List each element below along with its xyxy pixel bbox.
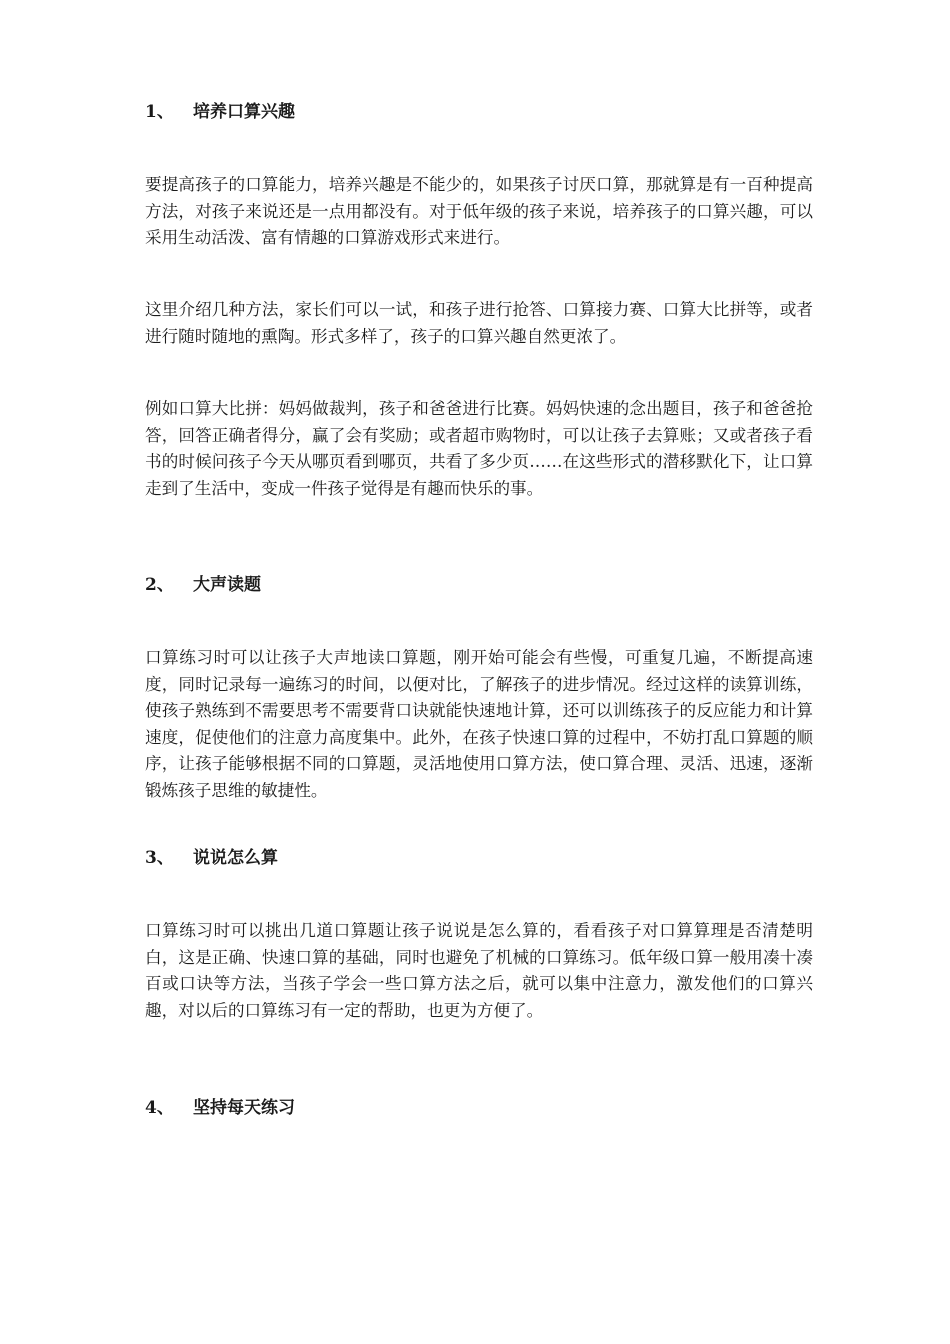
paragraph: 要提高孩子的口算能力，培养兴趣是不能少的，如果孩子讨厌口算，那就算是有一百种提高方法，对孩子来说还是一点用都没有。对于低年级的孩子来说，培养孩子的口算兴趣，可以采用生动活泼、富有情趣的口算游戏形式来进行。 [145,175,813,247]
section-heading-4 [145,1096,295,1120]
section-number: 2、 [145,575,174,595]
paragraph: 口算练习时可以让孩子大声地读口算题，刚开始可能会有些慢，可重复几遍，不断提高速度，同时记录每一遍练习的时间，以便对比，了解孩子的进步情况。经过这样的读算训练，使孩子熟练到不需要思考不需要背口诀就能快速地计算，还可以训练孩子的反应能力和计算速度，促使他们的注意力高度集中。此外，在孩子快速口算的过程中，不妨打乱口算题的顺序，让孩子能够根据不同的口算题，灵活地使用口算方法，使口算合理、灵活、迅速，逐渐锻炼孩子思维的敏捷性。 [145,648,813,800]
paragraph: 口算练习时可以挑出几道口算题让孩子说说是怎么算的，看看孩子对口算算理是否清楚明白，这是正确、快速口算的基础，同时也避免了机械的口算练习。低年级口算一般用凑十凑百或口诀等方法，当孩子学会一些口算方法之后，就可以集中注意力，激发他们的口算兴趣，对以后的口算练习有一定的帮助，也更为方便了。 [145,921,813,1020]
section-title: 说说怎么算 [193,848,278,868]
section-title: 培养口算兴趣 [193,102,295,122]
section-title: 坚持每天练习 [193,1098,295,1118]
section-heading-2 [145,573,261,597]
section-heading-3 [145,846,278,870]
section-title: 大声读题 [193,575,261,595]
paragraph: 例如口算大比拼：妈妈做裁判，孩子和爸爸进行比赛。妈妈快速的念出题目，孩子和爸爸抢答，回答正确者得分，赢了会有奖励；或者超市购物时，可以让孩子去算账；又或者孩子看书的时候问孩子今天从哪页看到哪页，共看了多少页……在这些形式的潜移默化下，让口算走到了生活中，变成一件孩子觉得是有趣而快乐的事。 [145,399,813,498]
section-heading-1 [145,100,295,124]
section-number: 4、 [145,1098,174,1118]
section-number: 3、 [145,848,174,868]
paragraph: 这里介绍几种方法，家长们可以一试，和孩子进行抢答、口算接力赛、口算大比拼等，或者进行随时随地的熏陶。形式多样了，孩子的口算兴趣自然更浓了。 [145,300,813,346]
section-number: 1、 [145,102,174,122]
